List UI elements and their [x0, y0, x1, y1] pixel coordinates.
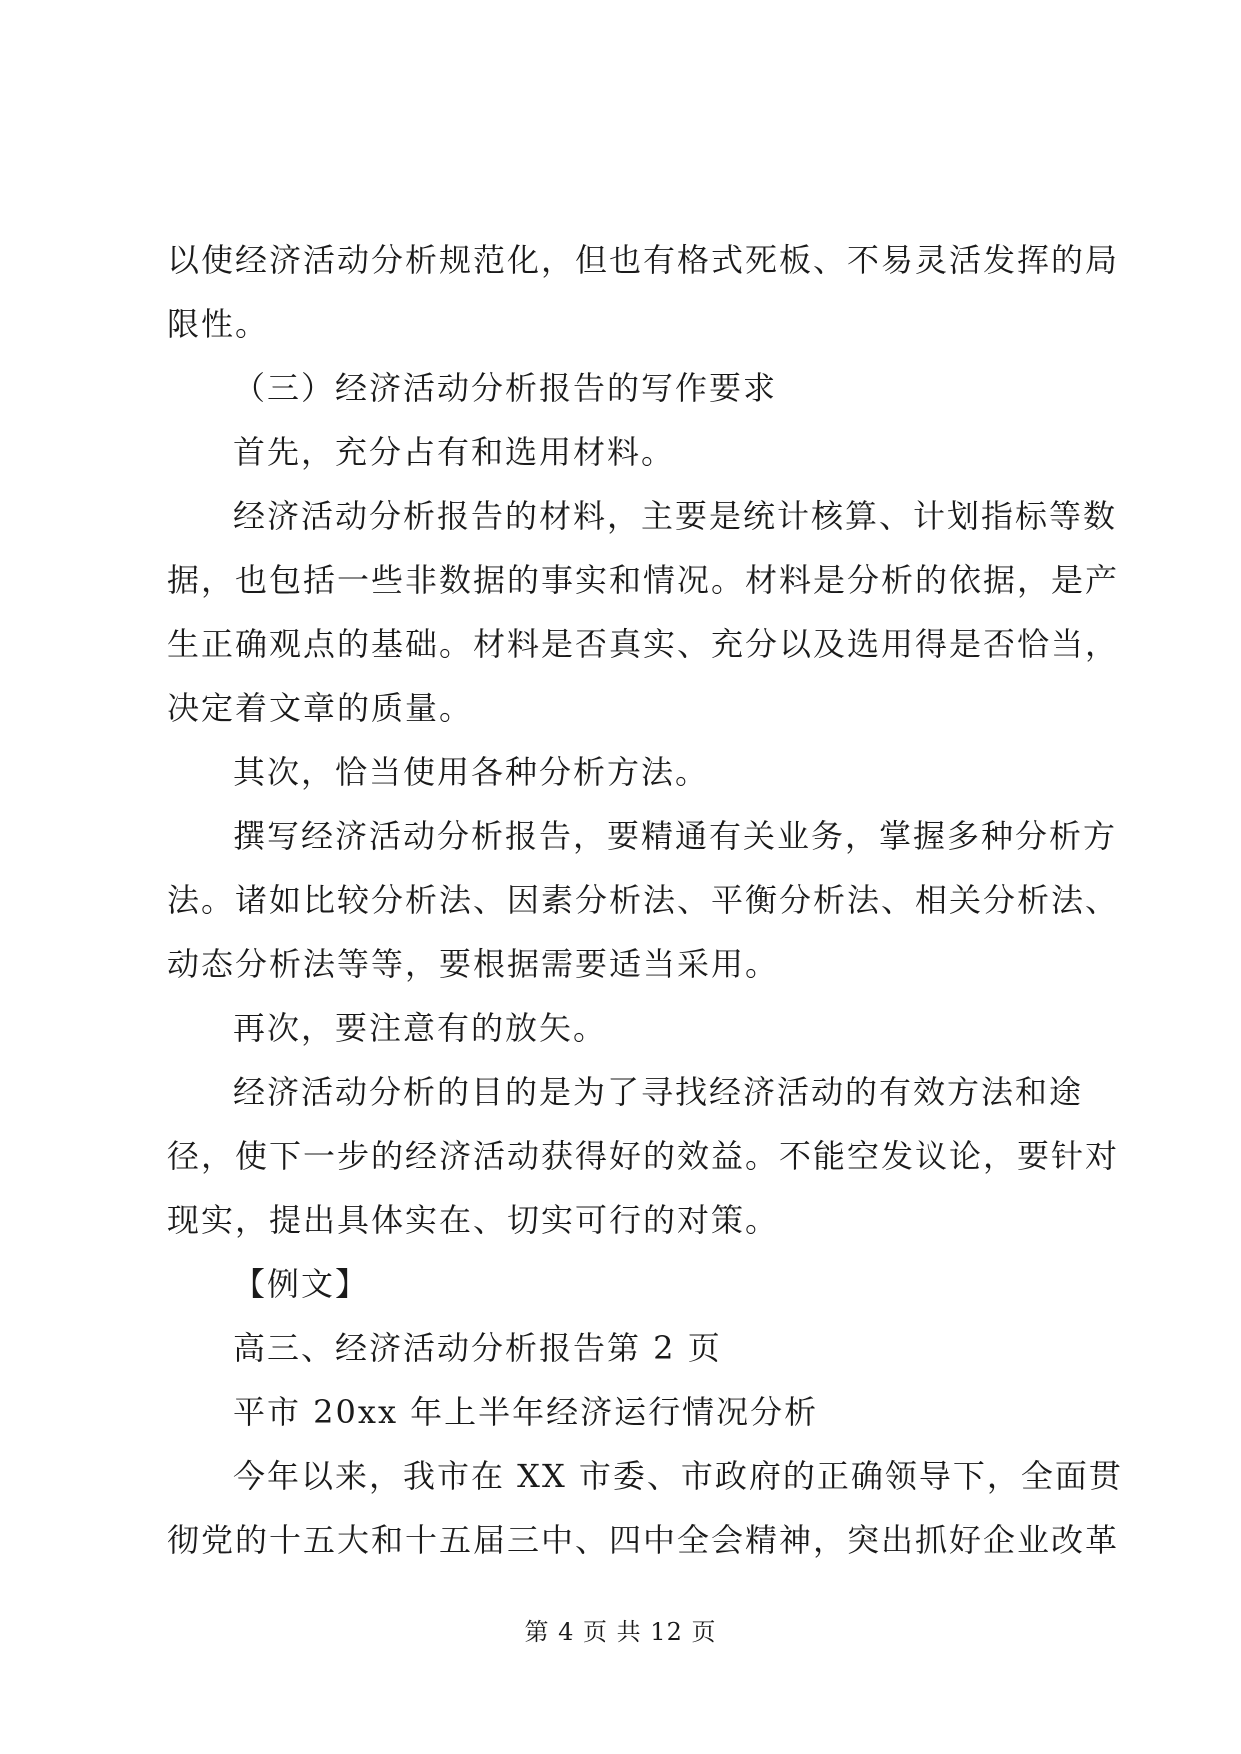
text-line-18: 高三、经济活动分析报告第 2 页: [233, 1329, 722, 1367]
text-line-6: 据，也包括一些非数据的事实和情况。材料是分析的依据，是产: [167, 561, 1120, 599]
text-line-10: 撰写经济活动分析报告，要精通有关业务，掌握多种分析方: [233, 817, 1118, 855]
text-line-1: 以使经济活动分析规范化，但也有格式死板、不易灵活发挥的局: [167, 241, 1120, 279]
text-line-21: 彻党的十五大和十五届三中、四中全会精神，突出抓好企业改革: [167, 1521, 1120, 1559]
page-number-footer: 第 4 页 共 12 页: [524, 1618, 717, 1646]
text-line-15: 径，使下一步的经济活动获得好的效益。不能空发议论，要针对: [167, 1137, 1120, 1175]
text-line-9: 其次，恰当使用各种分析方法。: [233, 753, 710, 791]
text-line-16: 现实，提出具体实在、切实可行的对策。: [167, 1201, 780, 1239]
example-label: 【例文】: [233, 1265, 370, 1303]
text-line-14: 经济活动分析的目的是为了寻找经济活动的有效方法和途: [233, 1073, 1084, 1111]
text-line-12: 动态分析法等等，要根据需要适当采用。: [167, 945, 780, 983]
text-line-5: 经济活动分析报告的材料，主要是统计核算、计划指标等数: [233, 497, 1118, 535]
text-line-8: 决定着文章的质量。: [167, 689, 474, 727]
text-line-13: 再次，要注意有的放矢。: [233, 1009, 608, 1047]
text-line-20: 今年以来，我市在 XX 市委、市政府的正确领导下，全面贯: [233, 1457, 1123, 1495]
document-body: [167, 228, 1123, 1572]
text-line-4: 首先，充分占有和选用材料。: [233, 433, 676, 471]
example-title: 平市 20xx 年上半年经济运行情况分析: [233, 1393, 819, 1431]
text-line-11: 法。诸如比较分析法、因素分析法、平衡分析法、相关分析法、: [167, 881, 1120, 919]
text-line-2: 限性。: [167, 305, 270, 343]
section-heading: （三）经济活动分析报告的写作要求: [233, 369, 778, 407]
text-line-7: 生正确观点的基础。材料是否真实、充分以及选用得是否恰当，: [167, 625, 1120, 663]
